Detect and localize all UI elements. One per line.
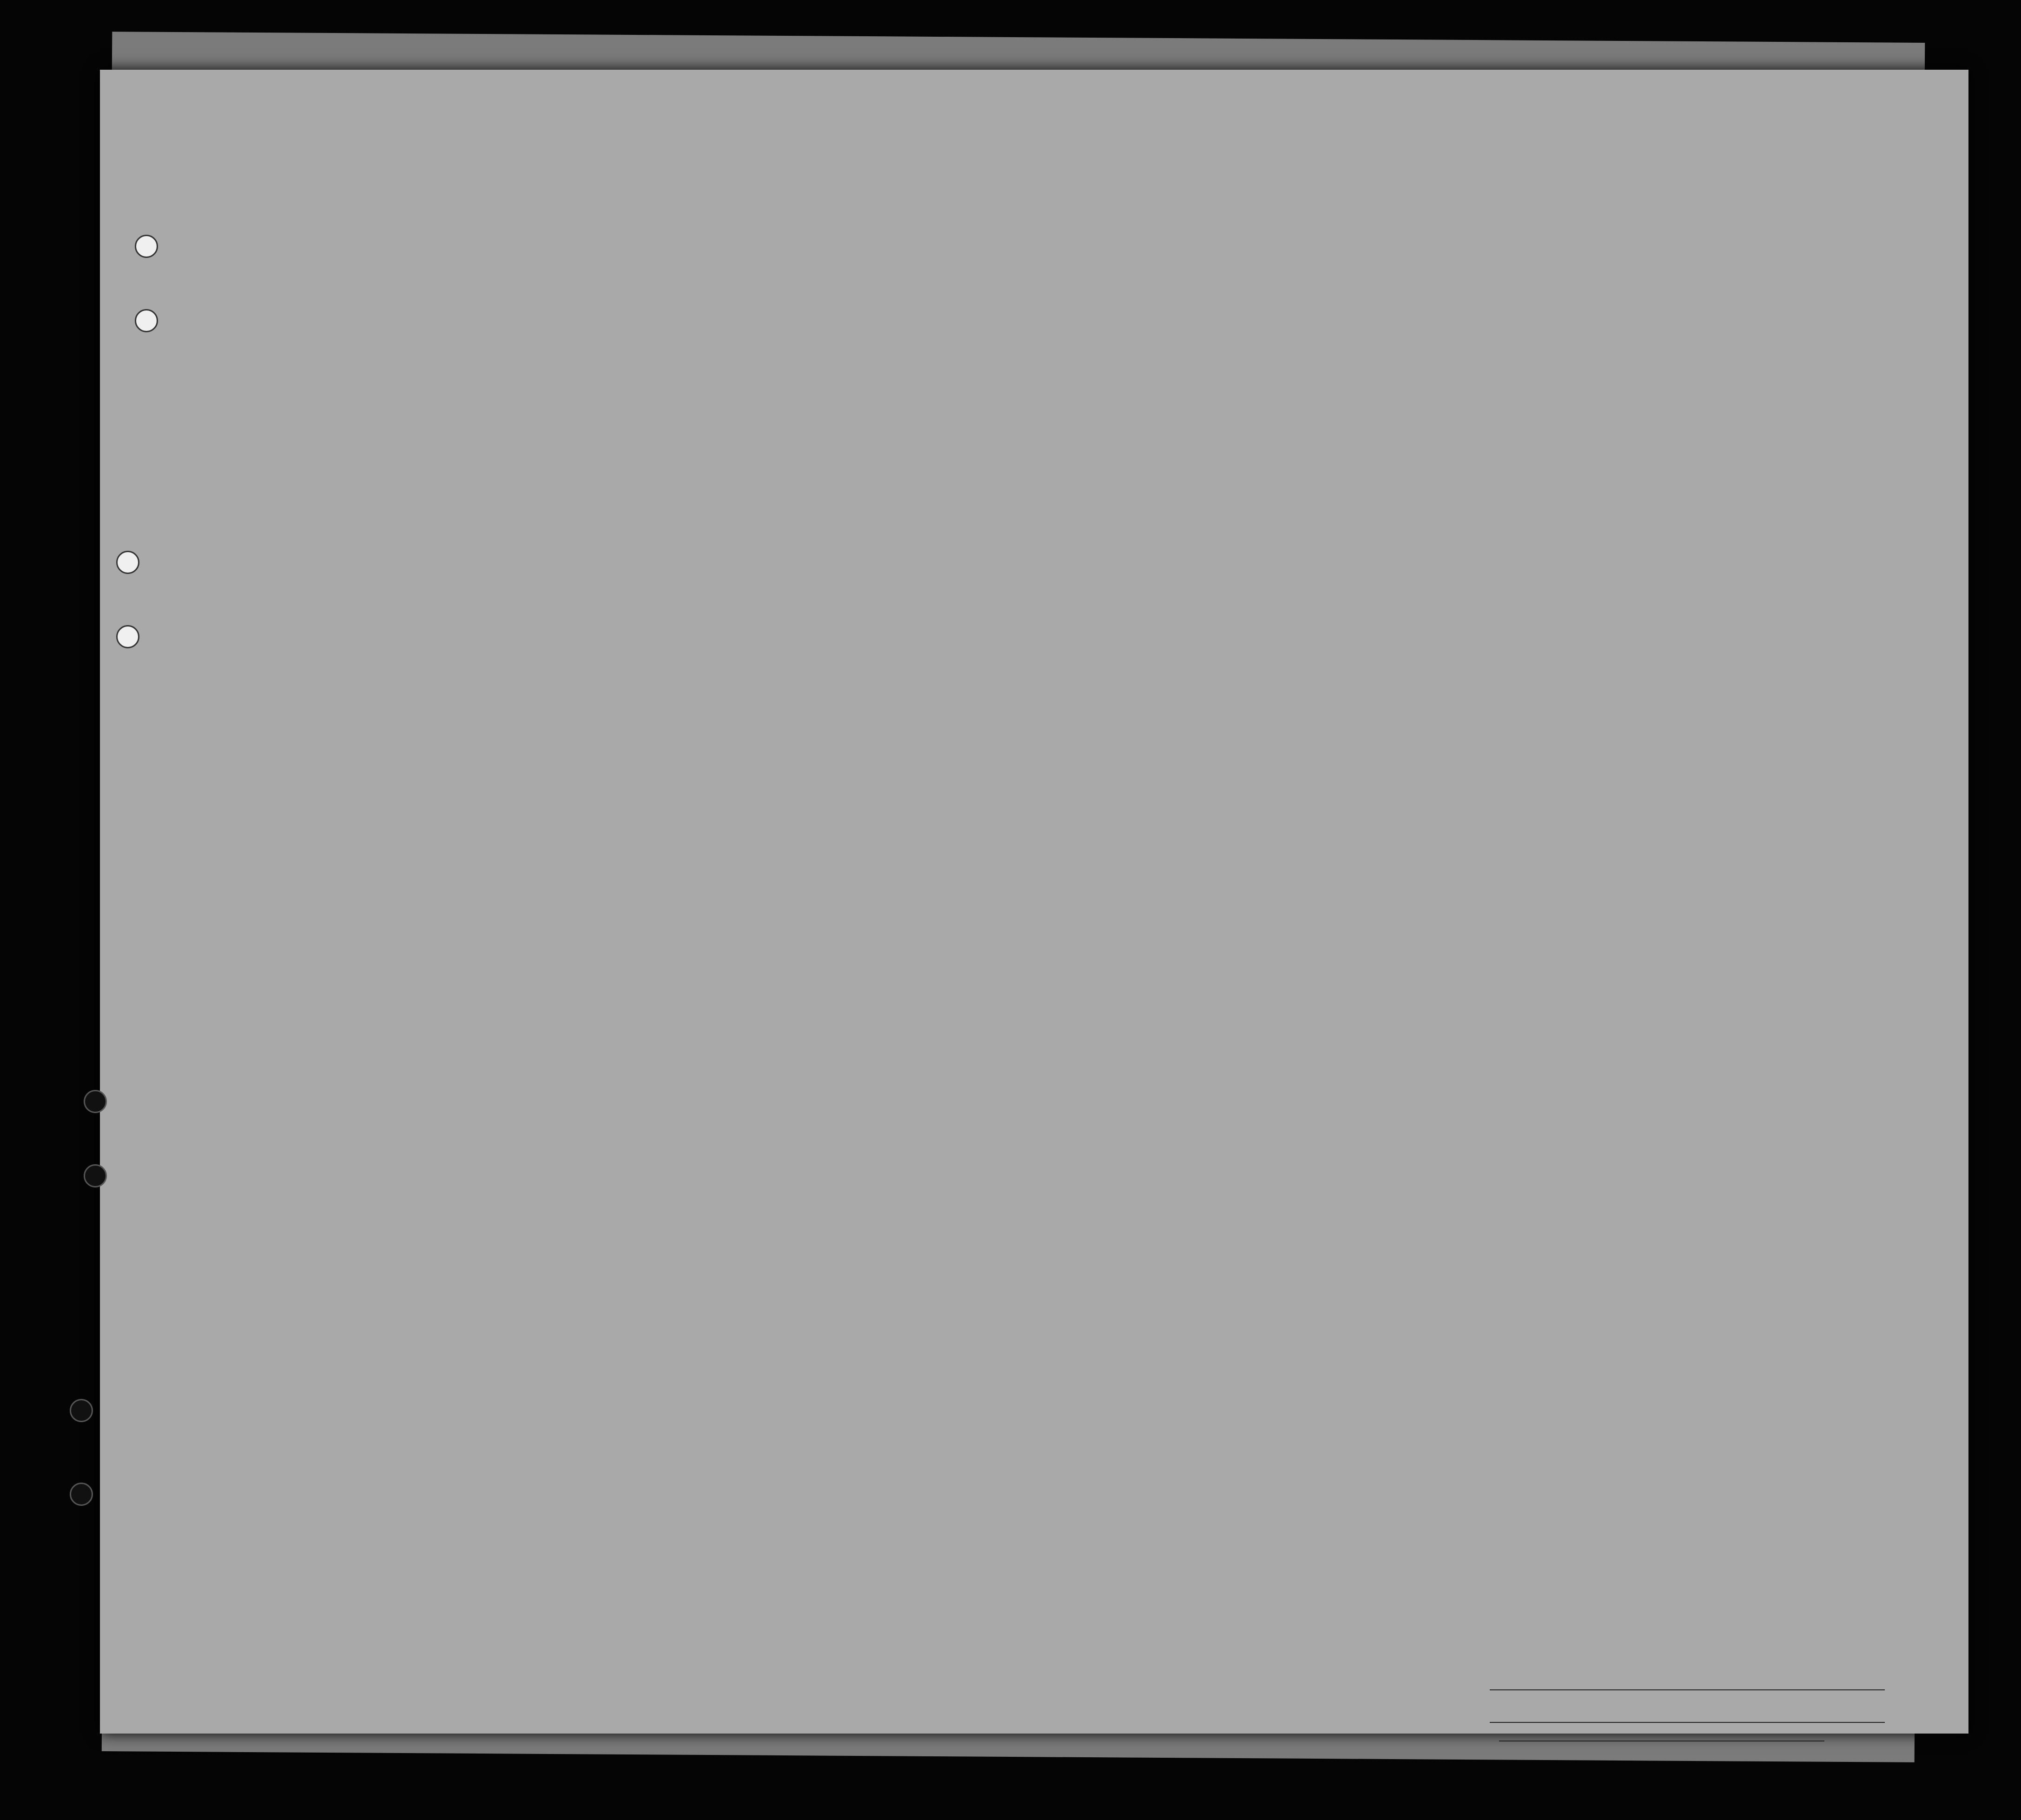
form-subtitle xyxy=(179,156,1573,170)
binder-hole xyxy=(70,1483,93,1506)
line-field xyxy=(1490,1689,1885,1690)
binder-hole xyxy=(116,625,139,648)
binder-hole xyxy=(70,1399,93,1422)
manifest-sheet xyxy=(100,70,1968,1734)
owners-field xyxy=(1490,1722,1885,1723)
binder-hole xyxy=(116,551,139,574)
binder-hole xyxy=(84,1164,107,1187)
binder-hole xyxy=(135,309,158,332)
binder-hole xyxy=(135,235,158,258)
table-grid xyxy=(100,70,1968,1734)
binder-hole xyxy=(84,1090,107,1113)
